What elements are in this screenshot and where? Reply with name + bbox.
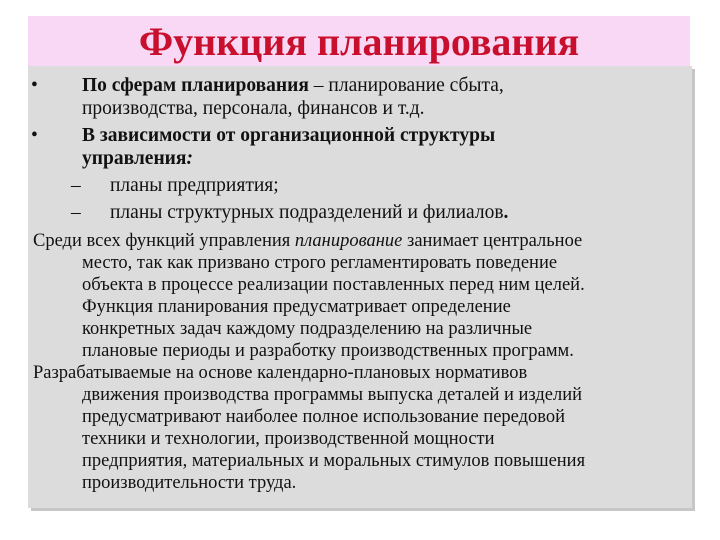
bullet-text: – планирование сбыта, [308,75,504,96]
slide-title: Функция планирования [138,19,580,64]
paragraph-line: производительности труда. [82,473,297,493]
sub-bullet-marker: – [71,202,81,223]
title-banner [28,16,690,66]
sub-bullet-item [110,201,508,224]
sub-bullet-text: планы структурных подразделений и филиалов [110,202,504,223]
paragraph-line: конкретных задач каждому подразделению на различные [82,319,533,339]
bullet-text-continuation: производства, персонала, финансов и т.д. [82,98,425,119]
paragraph-line: предприятия, материальных и моральных стимулов повышения [82,451,586,471]
bullet-marker: • [31,125,38,146]
sub-bullet-item: планы предприятия; [110,175,279,196]
bullet-marker: • [31,75,38,96]
bullet-item-structure: В зависимости от организационной структуры [82,125,496,146]
sub-bullet-period: . [503,202,509,223]
emphasis-text: планирование [294,231,403,251]
bullet-text-continuation [82,147,193,170]
bullet-heading: управления [82,148,187,169]
bullet-colon: : [186,148,193,169]
paragraph-line: плановые периоды и разработку производственных программ. [82,341,574,361]
paragraph-line: предусматривают наиболее полное использование передовой [82,407,566,427]
bullet-item-spheres [82,74,504,97]
paragraph-line: место, так как призвано строго регламентировать поведение [82,253,558,273]
paragraph-line: техники и технологии, производственной мощности [82,429,495,449]
sub-bullet-marker: – [71,175,81,196]
paragraph-line: объекта в процессе реализации поставленных перед ним целей. [82,275,585,295]
paragraph-line [33,230,582,252]
paragraph-line: движения производства программы выпуска деталей и изделий [82,385,583,405]
paragraph-text: занимает центральное [402,231,583,251]
paragraph-line: Разрабатываемые на основе календарно-плановых нормативов [33,363,528,383]
paragraph-text: Среди всех функций управления [33,231,295,251]
bullet-heading: По сферам планирования [82,75,309,96]
paragraph-line: Функция планирования предусматривает определение [82,297,511,317]
